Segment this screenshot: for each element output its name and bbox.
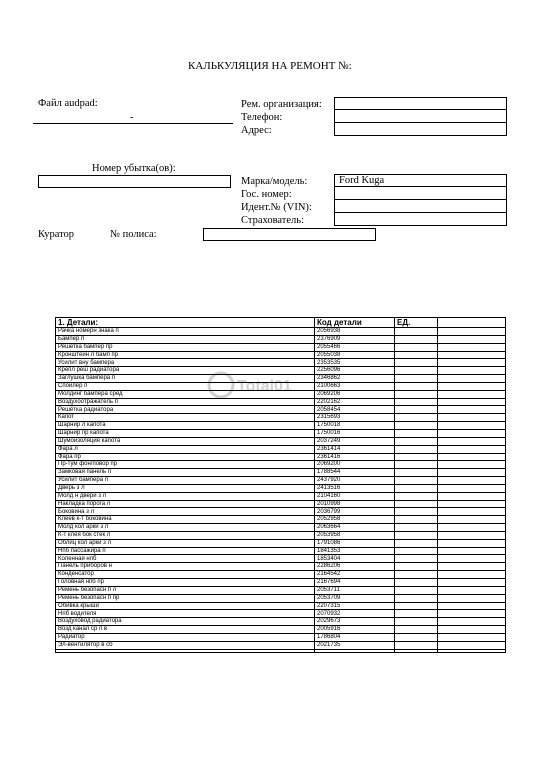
extra-cell	[438, 492, 506, 500]
table-row	[56, 571, 506, 579]
vin-label: Идент.№ (VIN):	[241, 202, 312, 213]
part-name-cell: Боковина з л	[56, 508, 315, 516]
part-code-cell: 2202162	[315, 398, 395, 406]
make-model-value: Ford Kuga	[339, 175, 385, 186]
unit-cell	[395, 555, 438, 563]
table-row	[56, 524, 506, 532]
table-row	[56, 547, 506, 555]
extra-cell	[438, 524, 506, 532]
part-code-cell: 2104160	[315, 492, 395, 500]
part-code-cell: 2069206	[315, 390, 395, 398]
unit-cell	[395, 626, 438, 634]
part-code-cell: 2164542	[315, 571, 395, 579]
part-code-cell: 2361414	[315, 445, 395, 453]
part-code-cell: 2437920	[315, 477, 395, 485]
plate-field	[334, 187, 507, 200]
unit-cell	[395, 547, 438, 555]
table-row	[56, 328, 506, 336]
part-name-cell: Молд н двери з л	[56, 492, 315, 500]
extra-cell	[438, 469, 506, 477]
part-name-cell: Кронштейн л бамп пр	[56, 351, 315, 359]
unit-cell	[395, 500, 438, 508]
unit-cell	[395, 641, 438, 649]
part-code-cell: 2069200	[315, 461, 395, 469]
extra-cell	[438, 594, 506, 602]
part-code-cell: 2413516	[315, 484, 395, 492]
part-code-cell: 2207315	[315, 602, 395, 610]
part-name-cell: Заглушка бампера п	[56, 375, 315, 383]
part-name-cell: Пр-тум фон/повор пр	[56, 461, 315, 469]
extra-cell	[438, 477, 506, 485]
unit-cell	[395, 469, 438, 477]
address-field	[334, 123, 507, 136]
part-name-cell: Решетка бампер пр	[56, 343, 315, 351]
empty-cell	[315, 649, 395, 652]
part-code-cell: 2055466	[315, 343, 395, 351]
watermark-logo	[205, 366, 300, 404]
part-name-cell: Клеев к-т боковина	[56, 516, 315, 524]
table-row	[56, 484, 506, 492]
table-row	[56, 539, 506, 547]
unit-cell	[395, 539, 438, 547]
unit-cell	[395, 437, 438, 445]
page-title: КАЛЬКУЛЯЦИЯ НА РЕМОНТ №:	[188, 60, 352, 72]
policy-field	[203, 228, 376, 241]
phone-field	[334, 110, 507, 123]
unit-cell	[395, 343, 438, 351]
part-name-cell: Шарнир л капота	[56, 422, 315, 430]
unit-cell	[395, 508, 438, 516]
part-name-cell: Облиц кол арки з л	[56, 539, 315, 547]
table-row	[56, 453, 506, 461]
unit-cell	[395, 406, 438, 414]
part-code-cell: 2053958	[315, 531, 395, 539]
part-code-cell: 1788544	[315, 469, 395, 477]
part-code-cell: 2286206	[315, 563, 395, 571]
part-code-cell: 2346862	[315, 375, 395, 383]
table-row	[56, 445, 506, 453]
extra-cell	[438, 398, 506, 406]
part-name-cell: Эл-вентилятор в сб	[56, 641, 315, 649]
extra-cell	[438, 429, 506, 437]
file-value: -	[130, 112, 134, 123]
unit-cell	[395, 414, 438, 422]
extra-cell	[438, 500, 506, 508]
unit-cell	[395, 453, 438, 461]
table-row	[56, 351, 506, 359]
table-row	[56, 594, 506, 602]
part-code-cell: 2376909	[315, 335, 395, 343]
extra-cell	[438, 414, 506, 422]
phone-label: Телефон:	[241, 112, 283, 123]
extra-cell	[438, 484, 506, 492]
part-name-cell: Решётка радиатора	[56, 406, 315, 414]
part-code-cell: 2063664	[315, 524, 395, 532]
table-row	[56, 429, 506, 437]
part-name-cell: Конденсатор	[56, 571, 315, 579]
repair-org-field	[334, 97, 507, 110]
extra-cell	[438, 618, 506, 626]
table-header-row	[56, 318, 506, 328]
vin-field	[334, 200, 507, 213]
table-row	[56, 406, 506, 414]
part-name-cell: К-т клея бок стек л	[56, 531, 315, 539]
table-row	[56, 422, 506, 430]
loss-number-label: Номер убытка(ов):	[92, 163, 176, 174]
table-row	[56, 586, 506, 594]
part-code-cell: 2037249	[315, 437, 395, 445]
part-name-cell: Ремень безопасн п л	[56, 586, 315, 594]
part-code-cell: 2256096	[315, 367, 395, 375]
extra-cell	[438, 547, 506, 555]
plate-label: Гос. номер:	[241, 189, 292, 200]
part-name-cell: Радиатор	[56, 633, 315, 641]
unit-cell	[395, 429, 438, 437]
part-code-cell: 2029673	[315, 618, 395, 626]
part-code-cell: 2070932	[315, 610, 395, 618]
part-code-cell: 1750016	[315, 429, 395, 437]
unit-cell	[395, 563, 438, 571]
part-name-cell: Дверь з л	[56, 484, 315, 492]
extra-cell	[438, 367, 506, 375]
part-name-cell: Шарнир пр капота	[56, 429, 315, 437]
part-name-cell: Усилит вну бампера	[56, 359, 315, 367]
extra-cell	[438, 461, 506, 469]
part-code-cell: 1750018	[315, 422, 395, 430]
part-code-cell: 2353535	[315, 359, 395, 367]
part-name-cell: Обивка крыши	[56, 602, 315, 610]
extra-cell	[438, 516, 506, 524]
extra-cell	[438, 375, 506, 383]
unit-cell	[395, 571, 438, 579]
table-row	[56, 461, 506, 469]
unit-cell	[395, 531, 438, 539]
part-code-cell: 2100663	[315, 382, 395, 390]
column-header-details: 1. Детали:	[56, 318, 315, 328]
unit-cell	[395, 633, 438, 641]
unit-cell	[395, 367, 438, 375]
extra-cell	[438, 453, 506, 461]
part-name-cell: Воздуховод радиатора	[56, 618, 315, 626]
unit-cell	[395, 328, 438, 336]
part-code-cell: 2052958	[315, 516, 395, 524]
table-row	[56, 626, 506, 634]
insured-field	[334, 213, 507, 226]
extra-cell	[438, 351, 506, 359]
part-code-cell: 2167694	[315, 579, 395, 587]
table-row	[56, 618, 506, 626]
extra-cell	[438, 610, 506, 618]
unit-cell	[395, 594, 438, 602]
part-code-cell: 1786804	[315, 633, 395, 641]
unit-cell	[395, 484, 438, 492]
extra-cell	[438, 508, 506, 516]
part-name-cell: Замковая панель п	[56, 469, 315, 477]
policy-label: № полиса:	[110, 229, 157, 240]
table-row	[56, 633, 506, 641]
part-code-cell: 1791086	[315, 539, 395, 547]
table-row	[56, 492, 506, 500]
part-code-cell: 2056938	[315, 328, 395, 336]
part-name-cell: Рачка номерн знака п	[56, 328, 315, 336]
file-underline	[33, 123, 233, 124]
unit-cell	[395, 445, 438, 453]
make-model-label: Марка/модель:	[241, 176, 308, 187]
table-row	[56, 469, 506, 477]
part-name-cell: Молдинг бампера сред	[56, 390, 315, 398]
part-code-cell: 2021735	[315, 641, 395, 649]
unit-cell	[395, 398, 438, 406]
extra-cell	[438, 343, 506, 351]
part-code-cell: 1853404	[315, 555, 395, 563]
extra-cell	[438, 555, 506, 563]
table-row	[56, 437, 506, 445]
part-code-cell: 2315693	[315, 414, 395, 422]
address-label: Адрес:	[241, 125, 272, 136]
extra-cell	[438, 579, 506, 587]
unit-cell	[395, 618, 438, 626]
unit-cell	[395, 422, 438, 430]
table-row	[56, 555, 506, 563]
unit-cell	[395, 359, 438, 367]
loss-number-field	[38, 175, 231, 188]
part-name-cell: Крепл реш радиатора	[56, 367, 315, 375]
extra-cell	[438, 390, 506, 398]
part-code-cell: 1841353	[315, 547, 395, 555]
part-code-cell: 2053711	[315, 586, 395, 594]
table-row	[56, 414, 506, 422]
unit-cell	[395, 375, 438, 383]
part-code-cell: 2010998	[315, 500, 395, 508]
extra-cell	[438, 335, 506, 343]
extra-cell	[438, 328, 506, 336]
extra-cell	[438, 602, 506, 610]
unit-cell	[395, 492, 438, 500]
table-row	[56, 610, 506, 618]
unit-cell	[395, 390, 438, 398]
extra-cell	[438, 422, 506, 430]
part-name-cell: Коленная нпб	[56, 555, 315, 563]
part-name-cell: Фара пр	[56, 453, 315, 461]
extra-cell	[438, 633, 506, 641]
part-name-cell: Усилит бампера п	[56, 477, 315, 485]
insured-label: Страхователь:	[241, 215, 304, 226]
table-row	[56, 500, 506, 508]
part-name-cell: Капот	[56, 414, 315, 422]
table-row	[56, 531, 506, 539]
unit-cell	[395, 335, 438, 343]
part-name-cell: Панель приборов н	[56, 563, 315, 571]
file-label: Файл audpad:	[38, 98, 98, 109]
extra-cell	[438, 563, 506, 571]
unit-cell	[395, 602, 438, 610]
empty-cell	[56, 649, 315, 652]
table-row	[56, 579, 506, 587]
extra-cell	[438, 539, 506, 547]
extra-cell	[438, 571, 506, 579]
extra-cell	[438, 626, 506, 634]
unit-cell	[395, 461, 438, 469]
column-header-unit: ЕД.	[395, 318, 438, 328]
curator-label: Куратор	[38, 229, 75, 240]
table-row	[56, 343, 506, 351]
empty-cell	[395, 649, 438, 652]
empty-cell	[438, 649, 506, 652]
extra-cell	[438, 382, 506, 390]
repair-org-label: Рем. организация:	[241, 99, 322, 110]
unit-cell	[395, 382, 438, 390]
unit-cell	[395, 579, 438, 587]
table-row	[56, 563, 506, 571]
extra-cell	[438, 586, 506, 594]
part-code-cell: 2005916	[315, 626, 395, 634]
extra-cell	[438, 641, 506, 649]
unit-cell	[395, 610, 438, 618]
extra-cell	[438, 437, 506, 445]
extra-cell	[438, 531, 506, 539]
part-code-cell: 2361416	[315, 453, 395, 461]
unit-cell	[395, 524, 438, 532]
table-row	[56, 516, 506, 524]
part-name-cell: Возд канал ср п в	[56, 626, 315, 634]
part-name-cell: Шумоизоляция капота	[56, 437, 315, 445]
part-name-cell: Нпб водителя	[56, 610, 315, 618]
extra-cell	[438, 359, 506, 367]
part-name-cell: Фара л	[56, 445, 315, 453]
table-row	[56, 335, 506, 343]
table-row	[56, 641, 506, 649]
table-row	[56, 508, 506, 516]
part-name-cell: Накладка порога л	[56, 500, 315, 508]
unit-cell	[395, 351, 438, 359]
part-name-cell: Ремень безопасн п пр	[56, 594, 315, 602]
unit-cell	[395, 516, 438, 524]
unit-cell	[395, 477, 438, 485]
extra-cell	[438, 406, 506, 414]
part-name-cell: Воздухоотражатель п	[56, 398, 315, 406]
column-header-extra	[438, 318, 506, 328]
part-name-cell: Молд кол арки з л	[56, 524, 315, 532]
unit-cell	[395, 586, 438, 594]
part-code-cell: 2055038	[315, 351, 395, 359]
part-name-cell: Спойлер п	[56, 382, 315, 390]
watermark-text: Total01	[237, 378, 292, 395]
part-code-cell: 2053709	[315, 594, 395, 602]
part-name-cell: Нпб пассажира п	[56, 547, 315, 555]
part-code-cell: 2036799	[315, 508, 395, 516]
extra-cell	[438, 445, 506, 453]
part-name-cell: Головная нпб пр	[56, 579, 315, 587]
table-row	[56, 477, 506, 485]
watermark-circle	[209, 373, 233, 397]
part-code-cell: 2058454	[315, 406, 395, 414]
make-model-field	[334, 174, 507, 187]
table-row	[56, 602, 506, 610]
table-row-empty	[56, 649, 506, 652]
column-header-part-code: Код детали	[315, 318, 395, 328]
part-name-cell: Бампер п	[56, 335, 315, 343]
